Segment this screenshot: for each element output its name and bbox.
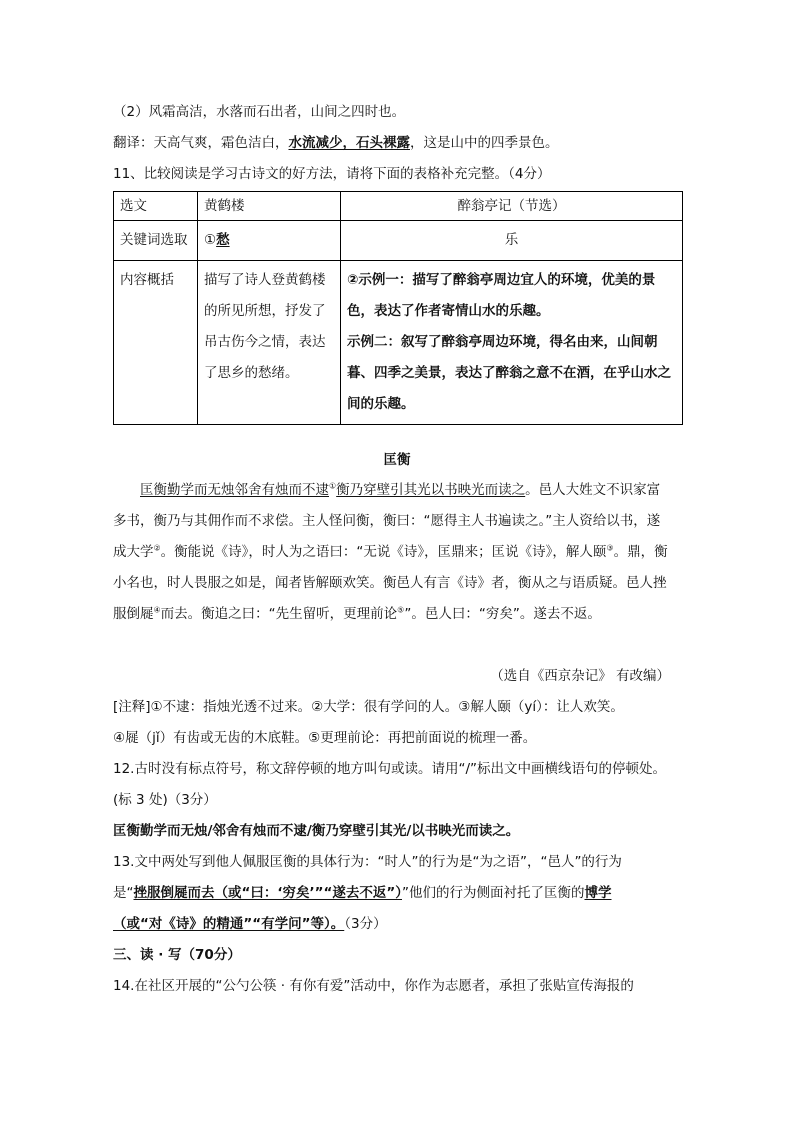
q13-answer-3: （或“对《诗》的精通”“有学问”等）。 — [113, 916, 345, 932]
q13-line-1: 13.文中两处写到他人佩服匡衡的具体行为：“时人”的行为是“为之语”，“邑人”的行为 — [113, 854, 622, 870]
q13-line2-prefix: 是“ — [113, 885, 134, 901]
q13-answer-2: 博学 — [584, 885, 612, 901]
q12-question: 12.古时没有标点符号，称文辞停顿的地方叫句或读。请用“/”标出文中画横线语句的停顿处。(标 3 处)（3分） — [113, 761, 667, 808]
row1-label: 关键词选取 — [114, 221, 198, 261]
q12-answer: 匡衡勤学而无烛/邻舍有烛而不逮/衡乃穿壁引其光/以书映光而读之。 — [113, 823, 520, 839]
q14-line-1: 14.在社区开展的“公勺公筷 · 有你有爱”活动中，你作为志愿者，承担了张贴宣传海报的 — [113, 978, 634, 994]
passage-text-4: 而去。衡追之曰：“先生留听，更理前论 — [160, 606, 398, 622]
note-ref-1: ① — [329, 481, 337, 491]
passage-text-2: 。衡能说《诗》，时人为之语曰：“无说《诗》，匡鼎来；匡说《诗》，解人颐 — [160, 544, 607, 560]
section-3-heading: 三、读 · 写（70分） — [113, 947, 241, 963]
passage-text-1: 。邑人大姓文不识家富多书，衡乃与其佣作而不求偿。主人怪问衡，衡曰：“愿得主人书遍读之。”主人资给以书，遂成大学 — [113, 482, 661, 560]
table-header-row — [114, 192, 683, 221]
header-col1: 选文 — [114, 192, 198, 221]
q10-translation — [113, 133, 683, 153]
q13-line-3 — [113, 914, 683, 934]
passage-source: （选自《西京杂记》 有改编） — [490, 668, 670, 684]
table-row-keywords — [114, 221, 683, 261]
note-ref-5: ⑤ — [397, 605, 405, 615]
row1-col3: 乐 — [341, 221, 683, 261]
translation-answer: 水流减少，石头裸露 — [288, 135, 410, 151]
passage-text-3: 。鼎，衡小名也，时人畏服之如是，闻者皆解颐欢笑。衡邑人有言《诗》者，衡从之与语质疑。邑人挫服倒屣 — [113, 544, 668, 622]
note-ref-3: ③ — [606, 543, 614, 553]
q13-line2-mid: ”他们的行为侧面衬托了匡衡的 — [402, 885, 585, 901]
notes-line-2: ④屣（jǐ）有齿或无齿的木底鞋。⑤更理前论：再把前面说的梳理一番。 — [113, 730, 537, 746]
translation-suffix: ，这是山中的四季景色。 — [410, 135, 559, 151]
header-col2: 黄鹤楼 — [198, 192, 341, 221]
notes-line-1: [注释]①不逮：指烛光透不过来。②大学：很有学问的人。③解人颐（yí）：让人欢笑。 — [113, 699, 624, 715]
passage-paragraph — [113, 475, 673, 630]
passage-underlined-b: 衡乃穿壁引其光以书映光而读之 — [336, 482, 526, 498]
note-ref-4: ④ — [153, 605, 161, 615]
row1-col2-answer: 愁 — [216, 232, 230, 248]
passage-underlined-a: 匡衡勤学而无烛邻舍有烛而不逮 — [140, 482, 329, 498]
note-ref-2: ② — [153, 543, 161, 553]
row2-col3 — [341, 261, 683, 425]
table-row-summary — [114, 261, 683, 425]
translation-prefix: 翻译：天高气爽，霜色洁白， — [113, 135, 289, 151]
comparison-table — [113, 191, 683, 425]
row1-col2 — [198, 221, 341, 261]
q13-answer-1: 挫服倒屣而去（或“曰：‘穷矣’”“遂去不返”） — [133, 885, 402, 901]
passage-title: 匡衡 — [383, 452, 411, 468]
q11-question: 11、比较阅读是学习古诗文的好方法，请将下面的表格补充完整。（4分） — [113, 166, 551, 182]
row2-col3-example1: ②示例一：描写了醉翁亭周边宜人的环境，优美的景色，表达了作者寄情山水的乐趣。 — [347, 272, 656, 319]
row2-col3-example2: 示例二：叙写了醉翁亭周边环境，得名由来，山间朝暮、四季之美景，表达了醉翁之意不在酒，在乎山水之间的乐趣。 — [347, 334, 671, 412]
row2-col2: 描写了诗人登黄鹤楼的所见所想，抒发了吊古伤今之情，表达了思乡的愁绪。 — [198, 261, 341, 425]
q13-line3-suffix: （3分） — [344, 916, 387, 932]
row1-col2-prefix: ① — [204, 232, 217, 248]
q13-line-2 — [113, 883, 683, 903]
header-col3: 醉翁亭记（节选） — [341, 192, 683, 221]
passage-text-5: ”。邑人曰：“穷矣”。遂去不返。 — [404, 606, 601, 622]
row2-label: 内容概括 — [114, 261, 198, 425]
q10-original-sentence: （2）风霜高洁，水落而石出者，山间之四时也。 — [113, 104, 406, 120]
